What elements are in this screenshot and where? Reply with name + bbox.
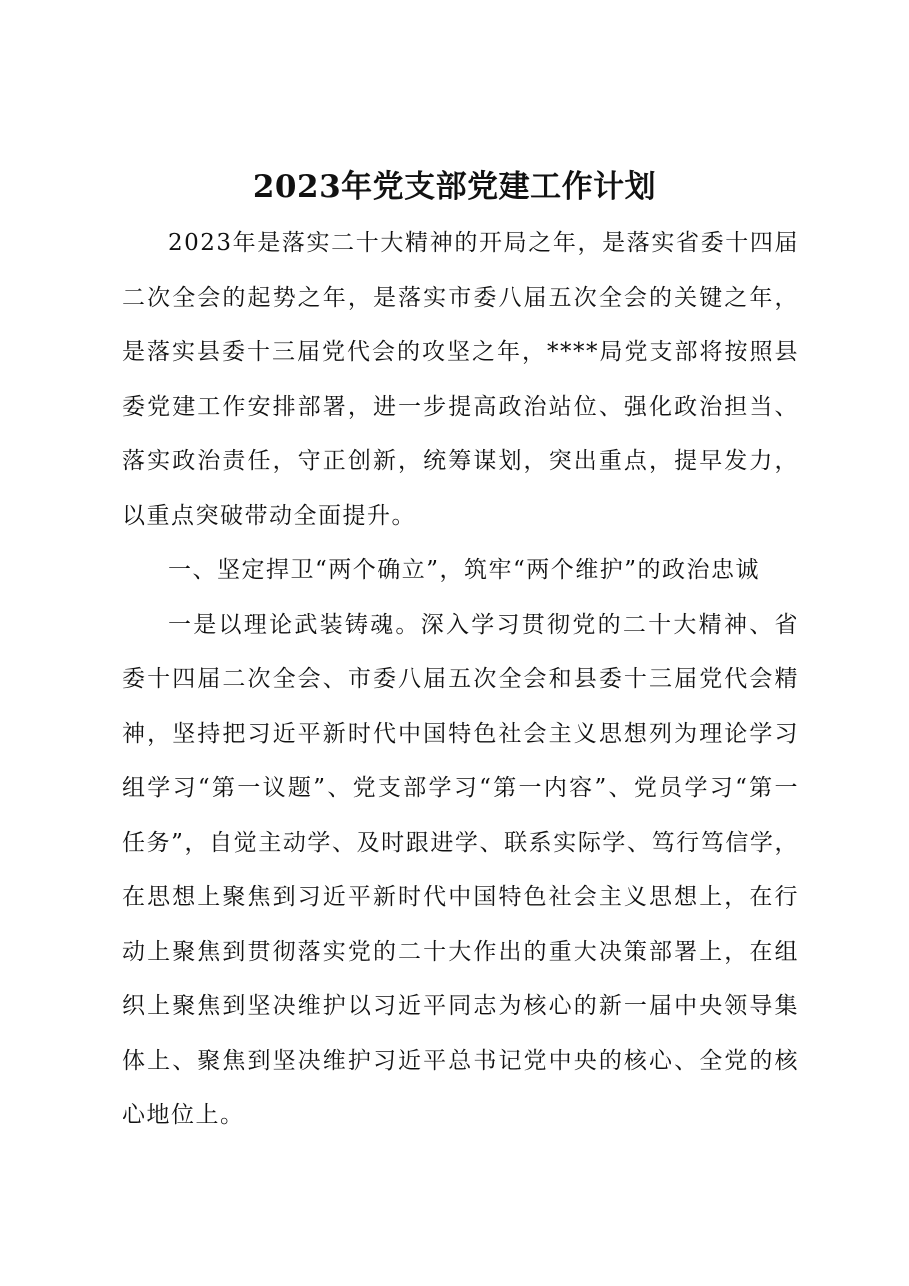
intro-paragraph: 2023年是落实二十大精神的开局之年，是落实省委十四届二次全会的起势之年，是落实市委八届五次全会的关键之年，是落实县委十三届党代会的攻坚之年，****局党支部将按照县委党建工作安排部署，进一步提高政治站位、强化政治担当、落实政治责任，守正创新，统筹谋划，突出重点，提早发力，以重点突破带动全面提升。 (122, 230, 799, 529)
document-body (122, 216, 799, 1143)
section-1-paragraph-1: 一是以理论武装铸魂。深入学习贯彻党的二十大精神、省委十四届二次全会、市委八届五次全会和县委十三届党代会精神，坚持把习近平新时代中国特色社会主义思想列为理论学习组学习“第一议题”、党支部学习“第一内容”、党员学习“第一任务”，自觉主动学、及时跟进学、联系实际学、笃行笃信学，在思想上聚焦到习近平新时代中国特色社会主义思想上，在行动上聚焦到贯彻落实党的二十大作出的重大决策部署上，在组织上聚焦到坚决维护以习近平同志为核心的新一届中央领导集体上、聚焦到坚决维护习近平总书记党中央的核心、全党的核心地位上。 (122, 611, 799, 1128)
section-heading-1: 一、坚定捍卫“两个确立”，筑牢“两个维护”的政治忠诚 (168, 557, 761, 583)
document-title: 2023年党支部党建工作计划 (252, 169, 657, 205)
